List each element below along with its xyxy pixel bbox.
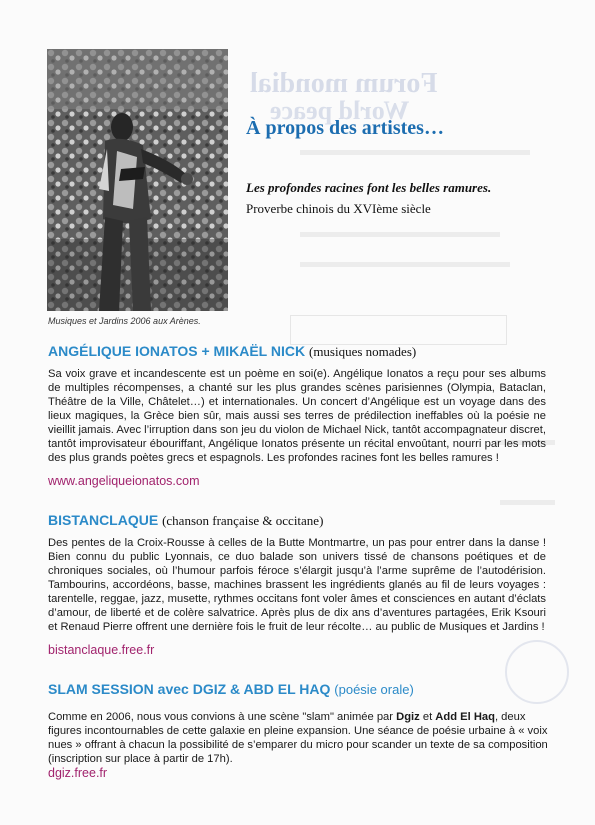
photo-illustration (47, 49, 228, 311)
ghost-box (290, 315, 507, 345)
slam-text-3: , deux figures incontournables de cette galaxie en pleine expansion. Une séance de poésie urbaine à « voix nues » offrant à chacun la possibilité de s’emparer du micro pour scander un texte de sa composition (inscription sur place à partir de 17h). (48, 711, 548, 765)
ghost-title-line2: World peace (270, 96, 410, 125)
photo-caption: Musiques et Jardins 2006 aux Arènes. (48, 316, 201, 326)
section-paragraph-slam (48, 710, 548, 766)
ghost-logo-circle (505, 640, 569, 704)
section-title-text: BISTANCLAQUE (48, 512, 159, 528)
ghost-line (300, 232, 500, 237)
page-heading: À propos des artistes… (246, 117, 444, 139)
slam-text-1: Comme en 2006, nous vous convions à une scène "slam" animée par (48, 711, 397, 723)
section-subtitle: (poésie orale) (334, 682, 414, 697)
ghost-line (300, 262, 510, 267)
slam-name-abdelhaq: Add El Haq (435, 711, 495, 723)
proverb-quote: Les profondes racines font les belles ramures. (246, 180, 492, 195)
link-angeliqueionatos[interactable]: www.angeliqueionatos.com (48, 474, 200, 488)
section-title-text: ANGÉLIQUE IONATOS + MIKAËL NICK (48, 343, 306, 359)
section-title-bistanclaque (48, 512, 323, 529)
concert-photo (47, 49, 228, 311)
section-subtitle: (chanson française & occitane) (162, 513, 324, 528)
section-subtitle: (musiques nomades) (308, 344, 417, 359)
ghost-title-line1: Forum mondial (250, 68, 438, 99)
section-paragraph-bistanclaque: Des pentes de la Croix-Rousse à celles de la Butte Montmartre, un pas pour entrer dans la danse ! Bien connu du public Lyonnais, ce duo balade son univers tissé de chansons poétiques et de chroniques sociales, où l’humour parfois féroce s’élargit jusqu’à l’arme suprême de l’autodérision. Tambourins, accordéons, basse, machines brassent les ingrédients glanés au fil de leurs voyages : tarentelle, reggae, jazz, musette, rythmes occitans font voler âmes et consciences en autant d’éclats d’amour, de liberté et de colère salvatrice. Après plus de dix ans d’aventures partagées, Erik Ksouri et Renaud Pierre offrent une dernière fois le fruit de leur récolte… au public de Musiques et Jardins ! (48, 537, 546, 633)
section-title-slam (48, 681, 414, 697)
link-bistanclaque[interactable]: bistanclaque.free.fr (48, 643, 155, 657)
ghost-line (300, 150, 530, 155)
section-title-ionatos (48, 343, 416, 360)
proverb-source: Proverbe chinois du XVIème siècle (246, 201, 431, 216)
section-title-text: SLAM SESSION avec DGIZ & ABD EL HAQ (48, 681, 331, 697)
section-paragraph-ionatos: Sa voix grave et incandescente est un poème en soi(e). Angélique Ionatos a reçu pour ses albums de multiples récompenses, a chanté sur les plus grandes scènes parisiennes (Olympia, Bataclan, Théâtre de la Ville, Châtelet…) et internationales. Un concert d’Angélique est un voyage dans des lieux magiques, la Grèce bien sûr, mais aussi ses terres de prédilection ineffables où la poésie ne vieillit jamais. Avec l’irruption dans son jeu du violon de Michael Nick, tantôt accompagnateur discret, tantôt improvisateur ébouriffant, Angélique Ionatos présente un récital envoûtant, nourri par les mots des plus grands poètes grecs et espagnols. Les profondes racines font les belles ramures ! (48, 368, 546, 464)
link-dgiz[interactable]: dgiz.free.fr (48, 766, 108, 780)
ghost-line (500, 500, 555, 505)
slam-name-dgiz: Dgiz (396, 711, 420, 723)
slam-text-2: et (419, 711, 436, 723)
